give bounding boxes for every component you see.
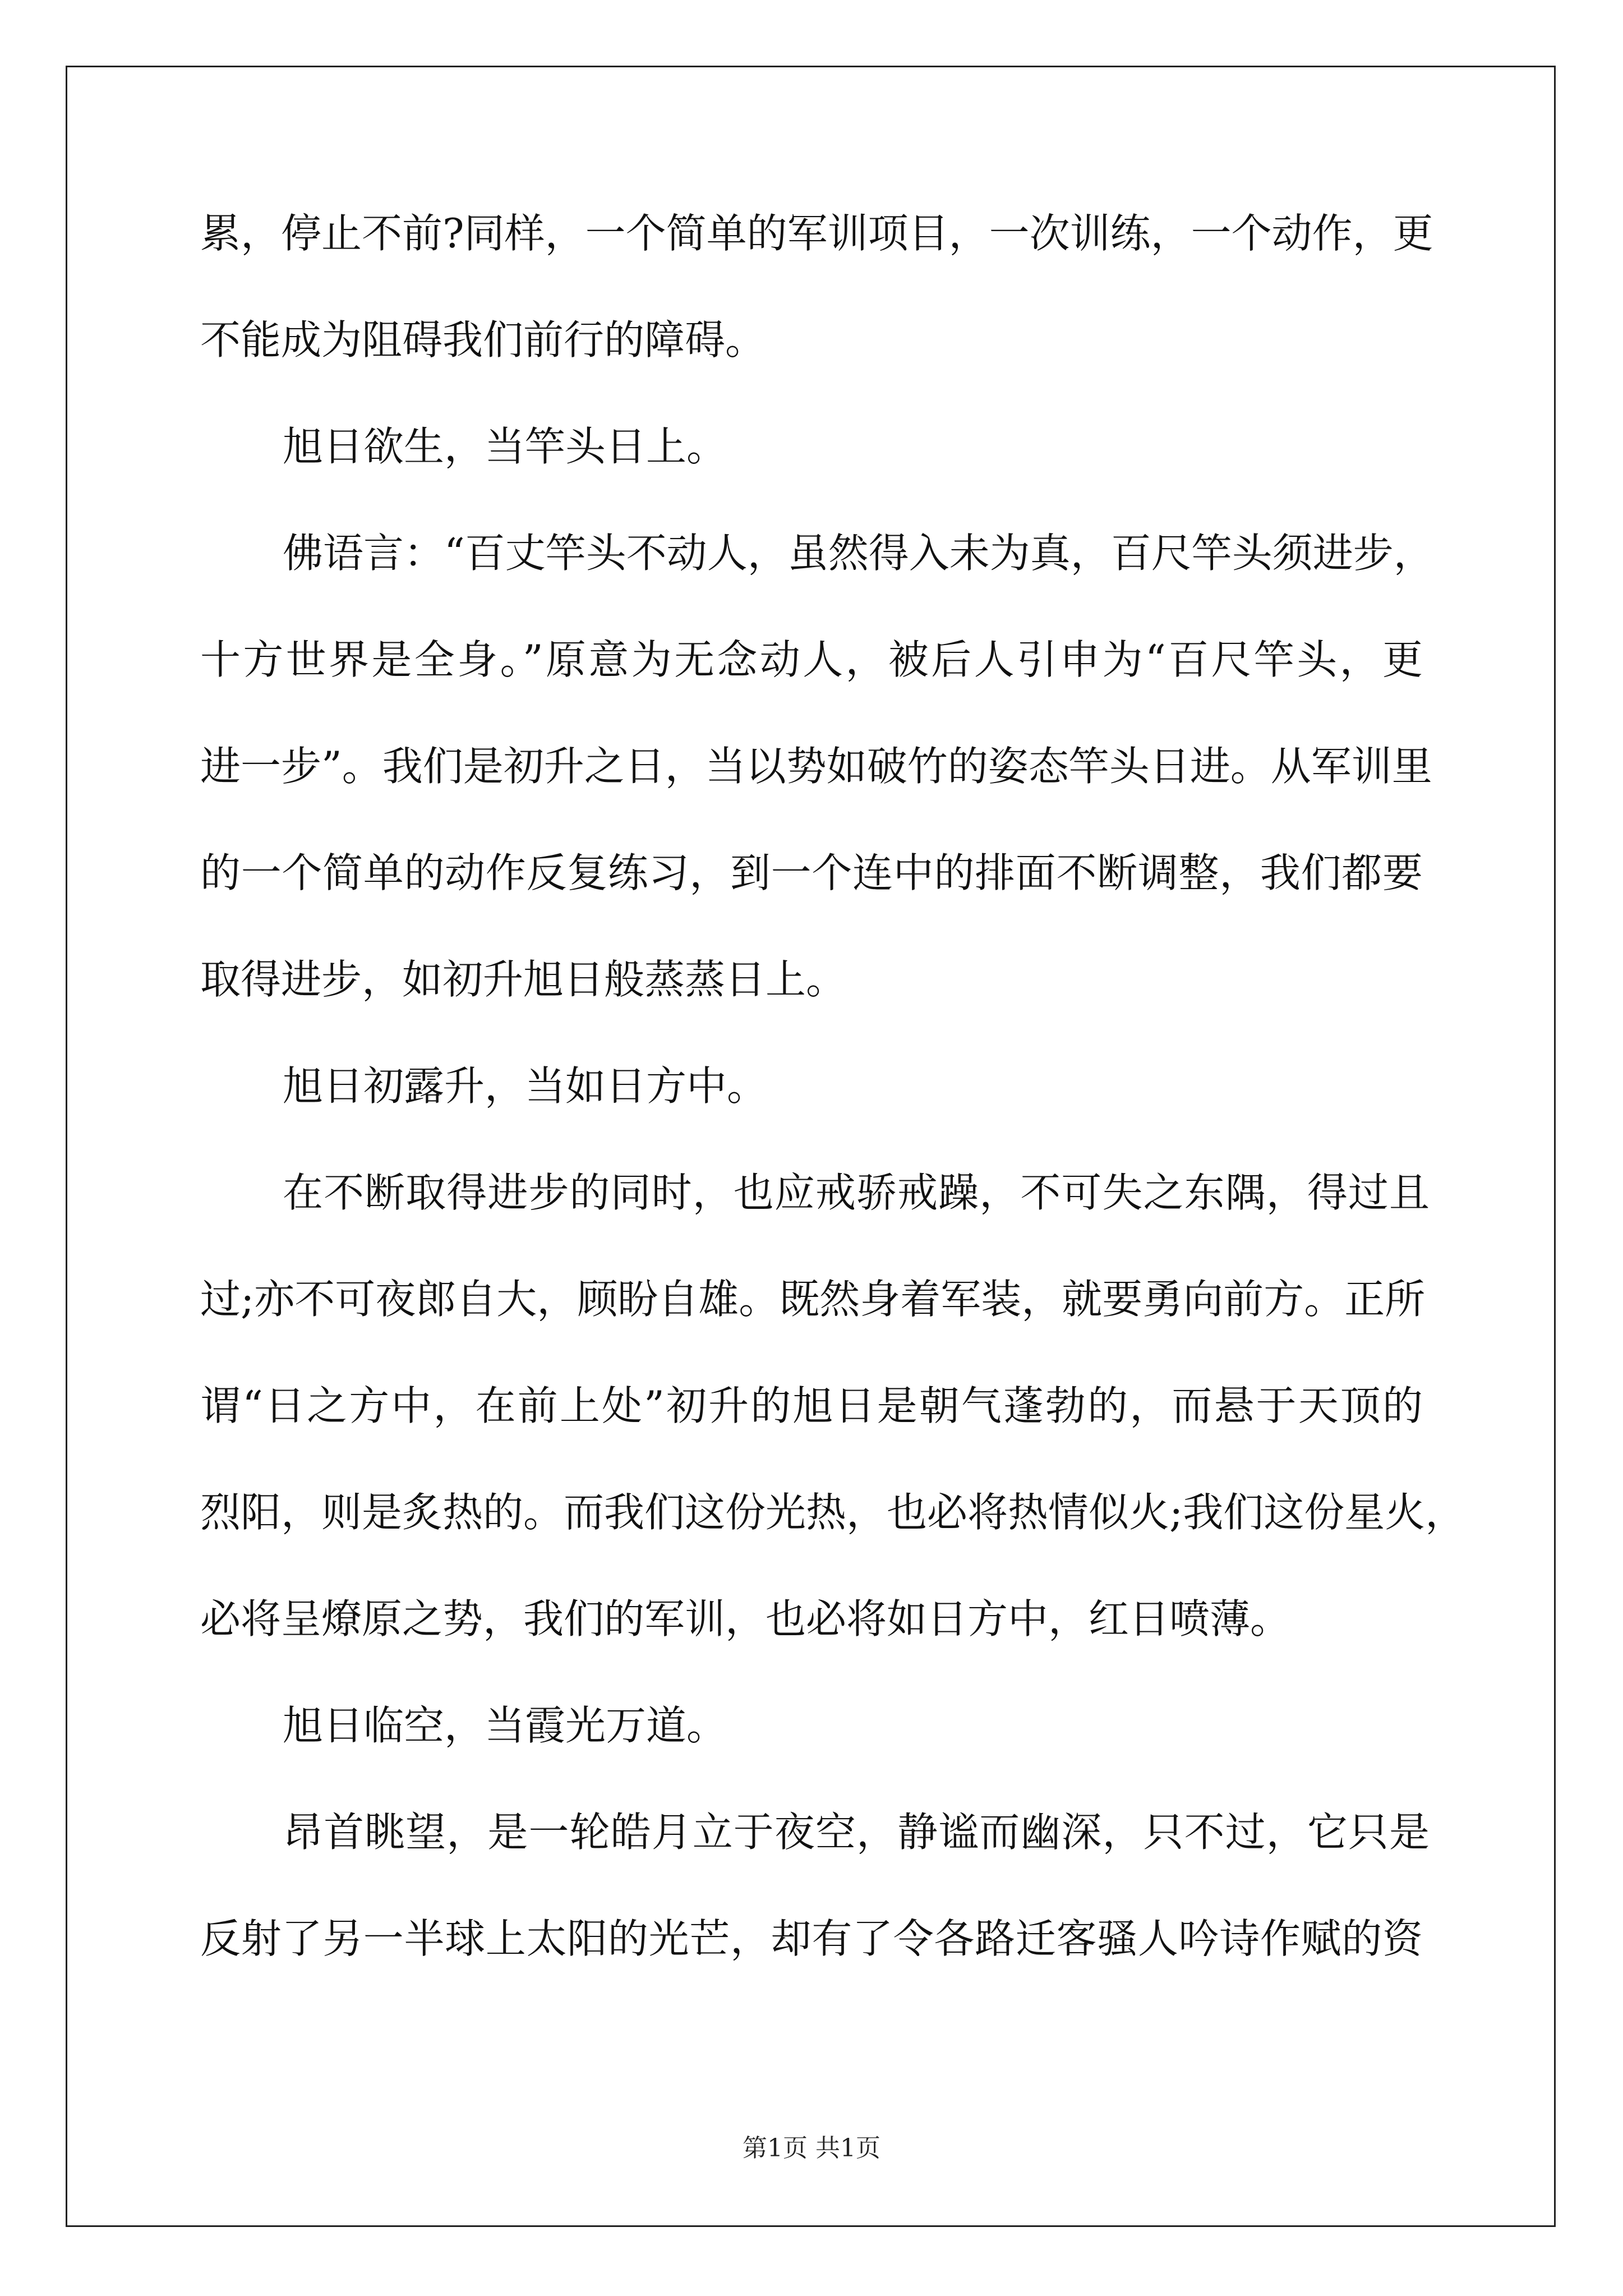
body-line: 不能成为阻碍我们前行的障碍。 (200, 316, 766, 364)
body-line: 十方世界是全身。”原意为无念动人，被后人引申为“百尺竿头，更 (200, 636, 1423, 683)
body-line: 反射了另一半球上太阳的光芒，却有了令各路迁客骚人吟诗作赋的资 (200, 1915, 1423, 1962)
heading-line: 旭日初露升，当如日方中。 (283, 1062, 768, 1110)
body-line: 取得进步，如初升旭日般蒸蒸日上。 (200, 956, 847, 1003)
body-line: 过;亦不可夜郎自大，顾盼自雄。既然身着军装，就要勇向前方。正所 (200, 1276, 1426, 1323)
body-line: 必将呈燎原之势，我们的军训，也必将如日方中，红日喷薄。 (200, 1595, 1291, 1642)
body-line: 在不断取得进步的同时，也应戒骄戒躁，不可失之东隅，得过且 (283, 1169, 1430, 1216)
page-number-footer: 第1页 共1页 (743, 2134, 880, 2162)
body-line: 的一个简单的动作反复练习，到一个连中的排面不断调整，我们都要 (200, 849, 1423, 896)
page-border (66, 66, 1556, 2227)
body-line: 昂首眺望，是一轮皓月立于夜空，静谧而幽深，只不过，它只是 (283, 1809, 1430, 1856)
body-line: 进一步”。我们是初升之日，当以势如破竹的姿态竿头日进。从军训里 (200, 743, 1432, 790)
body-line: 累，停止不前?同样，一个简单的军训项目，一次训练，一个动作，更 (200, 210, 1433, 257)
heading-line: 旭日欲生，当竿头日上。 (283, 423, 727, 470)
heading-line: 旭日临空，当霞光万道。 (283, 1702, 727, 1749)
body-line: 烈阳，则是炙热的。而我们这份光热，也必将热情似火;我们这份星火， (200, 1489, 1466, 1536)
body-line: 佛语言：“百丈竿头不动人，虽然得入未为真，百尺竿头须进步， (283, 530, 1434, 577)
body-line: 谓“日之方中，在前上处”初升的旭日是朝气蓬勃的，而悬于天顶的 (200, 1382, 1423, 1429)
